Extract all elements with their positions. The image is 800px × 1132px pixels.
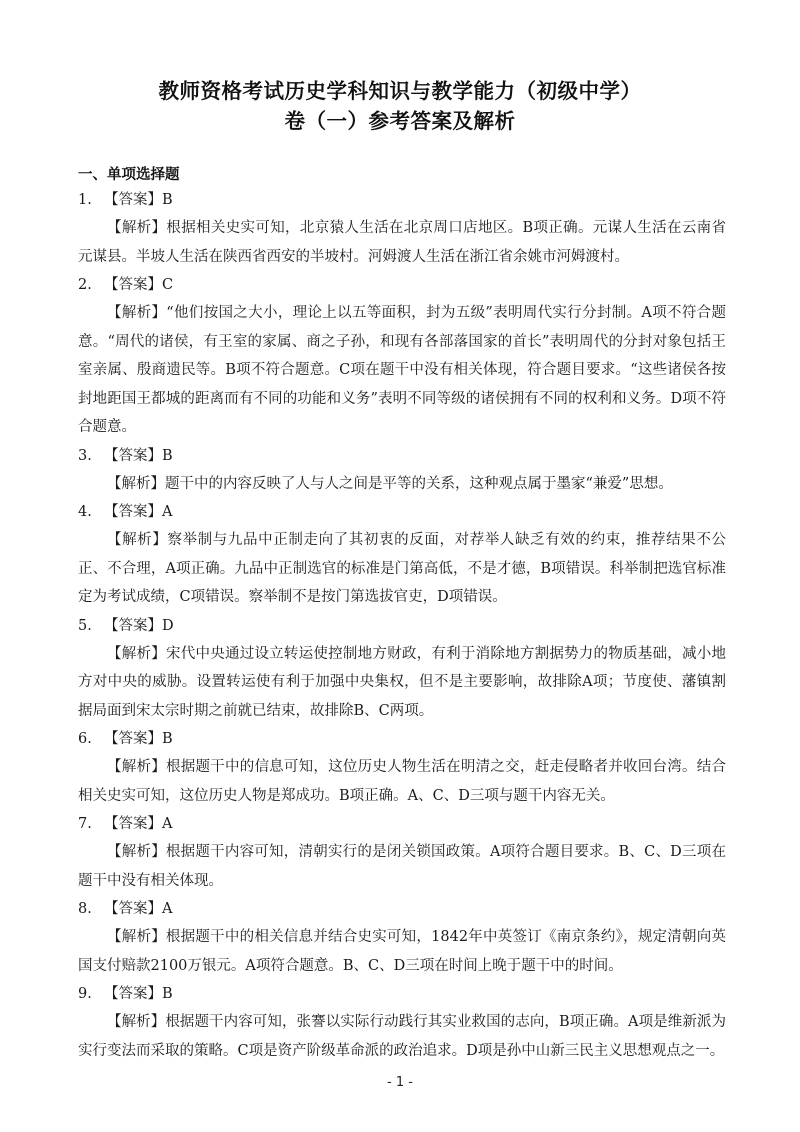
explanation-text: 【解析】题干中的内容反映了人与人之间是平等的关系，这种观点属于墨家“兼爱”思想。 xyxy=(107,475,673,492)
question-number: 2. xyxy=(78,277,92,293)
explanation-text: 【解析】根据题干中的相关信息并结合史实可知，1842年中英签订《南京条约》，规定清朝向英国支付赔款2100万银元。A项符合题意。B、C、D三项在时间上晚于题干中的时间。 xyxy=(78,929,726,974)
answer-line xyxy=(78,725,726,753)
explanation-text: 【解析】“他们按国之大小，理论上以五等面积，封为五级”表明周代实行分封制。A项不符合题意。“周代的诸侯，有王室的家属、商之子孙，和现有各部落国家的首长”表明周代的分封对象包括王室亲属、殷商遗民等。B项不符合题意。C项在题干中没有相关体现，符合题目要求。“这些诸侯各按封地距国王都城的距离而有不同的功能和义务”表明不同等级的诸侯拥有不同的权利和义务。D项不符合题意。 xyxy=(78,305,726,435)
question-number: 9. xyxy=(78,986,92,1002)
explanation-text: 【解析】根据相关史实可知，北京猿人生活在北京周口店地区。B项正确。元谋人生活在云南省元谋县。半坡人生活在陕西省西安的半坡村。河姆渡人生活在浙江省余姚市河姆渡村。 xyxy=(78,220,726,265)
answer-line xyxy=(78,895,726,923)
question-number: 7. xyxy=(78,816,92,832)
answer-text: 【答案】B xyxy=(104,986,173,1002)
explanation-text: 【解析】宋代中央通过设立转运使控制地方财政，有利于消除地方割据势力的物质基础，减小地方对中央的威胁。设置转运使有利于加强中央集权，但不是主要影响，故排除A项；节度使、藩镇割据局面到宋太宗时期之前就已结束，故排除B、C两项。 xyxy=(78,645,726,719)
question-number: 4. xyxy=(78,504,92,520)
answer-line xyxy=(78,612,726,640)
page-number: - 1 - xyxy=(387,1075,413,1090)
answer-text: 【答案】D xyxy=(104,617,174,634)
answer-line xyxy=(78,980,726,1008)
document-subtitle: 卷（一）参考答案及解析 xyxy=(284,109,516,133)
question-number: 3. xyxy=(78,447,92,464)
answer-list xyxy=(78,186,726,1065)
explanation-text: 【解析】察举制与九品中正制走向了其初衷的反面，对荐举人缺乏有效的约束，推荐结果不公正、不合理，A项正确。九品中正制选官的标准是门第高低，不是才德，B项错误。科举制把选官标准定为考试成绩，C项错误。察举制不是按门第选拔官吏，D项错误。 xyxy=(78,532,726,605)
explanation-text: 【解析】根据题干中的信息可知，这位历史人物生活在明清之交，赶走侵略者并收回台湾。结合相关史实可知，这位历史人物是郑成功。B项正确。A、C、D三项与题干内容无关。 xyxy=(78,759,726,804)
answer-line xyxy=(78,271,726,299)
question-number: 8. xyxy=(78,901,92,917)
section-title: 一、单项选择题 xyxy=(78,167,180,183)
answer-text: 【答案】C xyxy=(104,277,174,293)
answer-text: 【答案】B xyxy=(104,192,173,208)
answer-line xyxy=(78,442,726,470)
question-number: 6. xyxy=(78,731,92,747)
answer-line xyxy=(78,810,726,838)
explanation-text: 【解析】根据题干内容可知，清朝实行的是闭关锁国政策。A项符合题目要求。B、C、D三项在题干中没有相关体现。 xyxy=(78,844,726,889)
answer-text: 【答案】A xyxy=(104,504,173,520)
answer-text: 【答案】A xyxy=(104,816,173,832)
answer-text: 【答案】B xyxy=(104,731,173,747)
question-number: 1. xyxy=(78,192,92,208)
document-title: 教师资格考试历史学科知识与教学能力（初级中学） xyxy=(158,79,642,103)
answer-line xyxy=(78,498,726,526)
explanation-text: 【解析】根据题干内容可知，张謇以实际行动践行其实业救国的志向，B项正确。A项是维新派为实行变法而采取的策略。C项是资产阶级革命派的政治追求。D项是孙中山新三民主义思想观点之一。 xyxy=(78,1014,726,1059)
question-number: 5. xyxy=(78,617,92,634)
answer-line xyxy=(78,186,726,214)
answer-text: 【答案】A xyxy=(104,901,173,917)
answer-text: 【答案】B xyxy=(104,447,173,464)
